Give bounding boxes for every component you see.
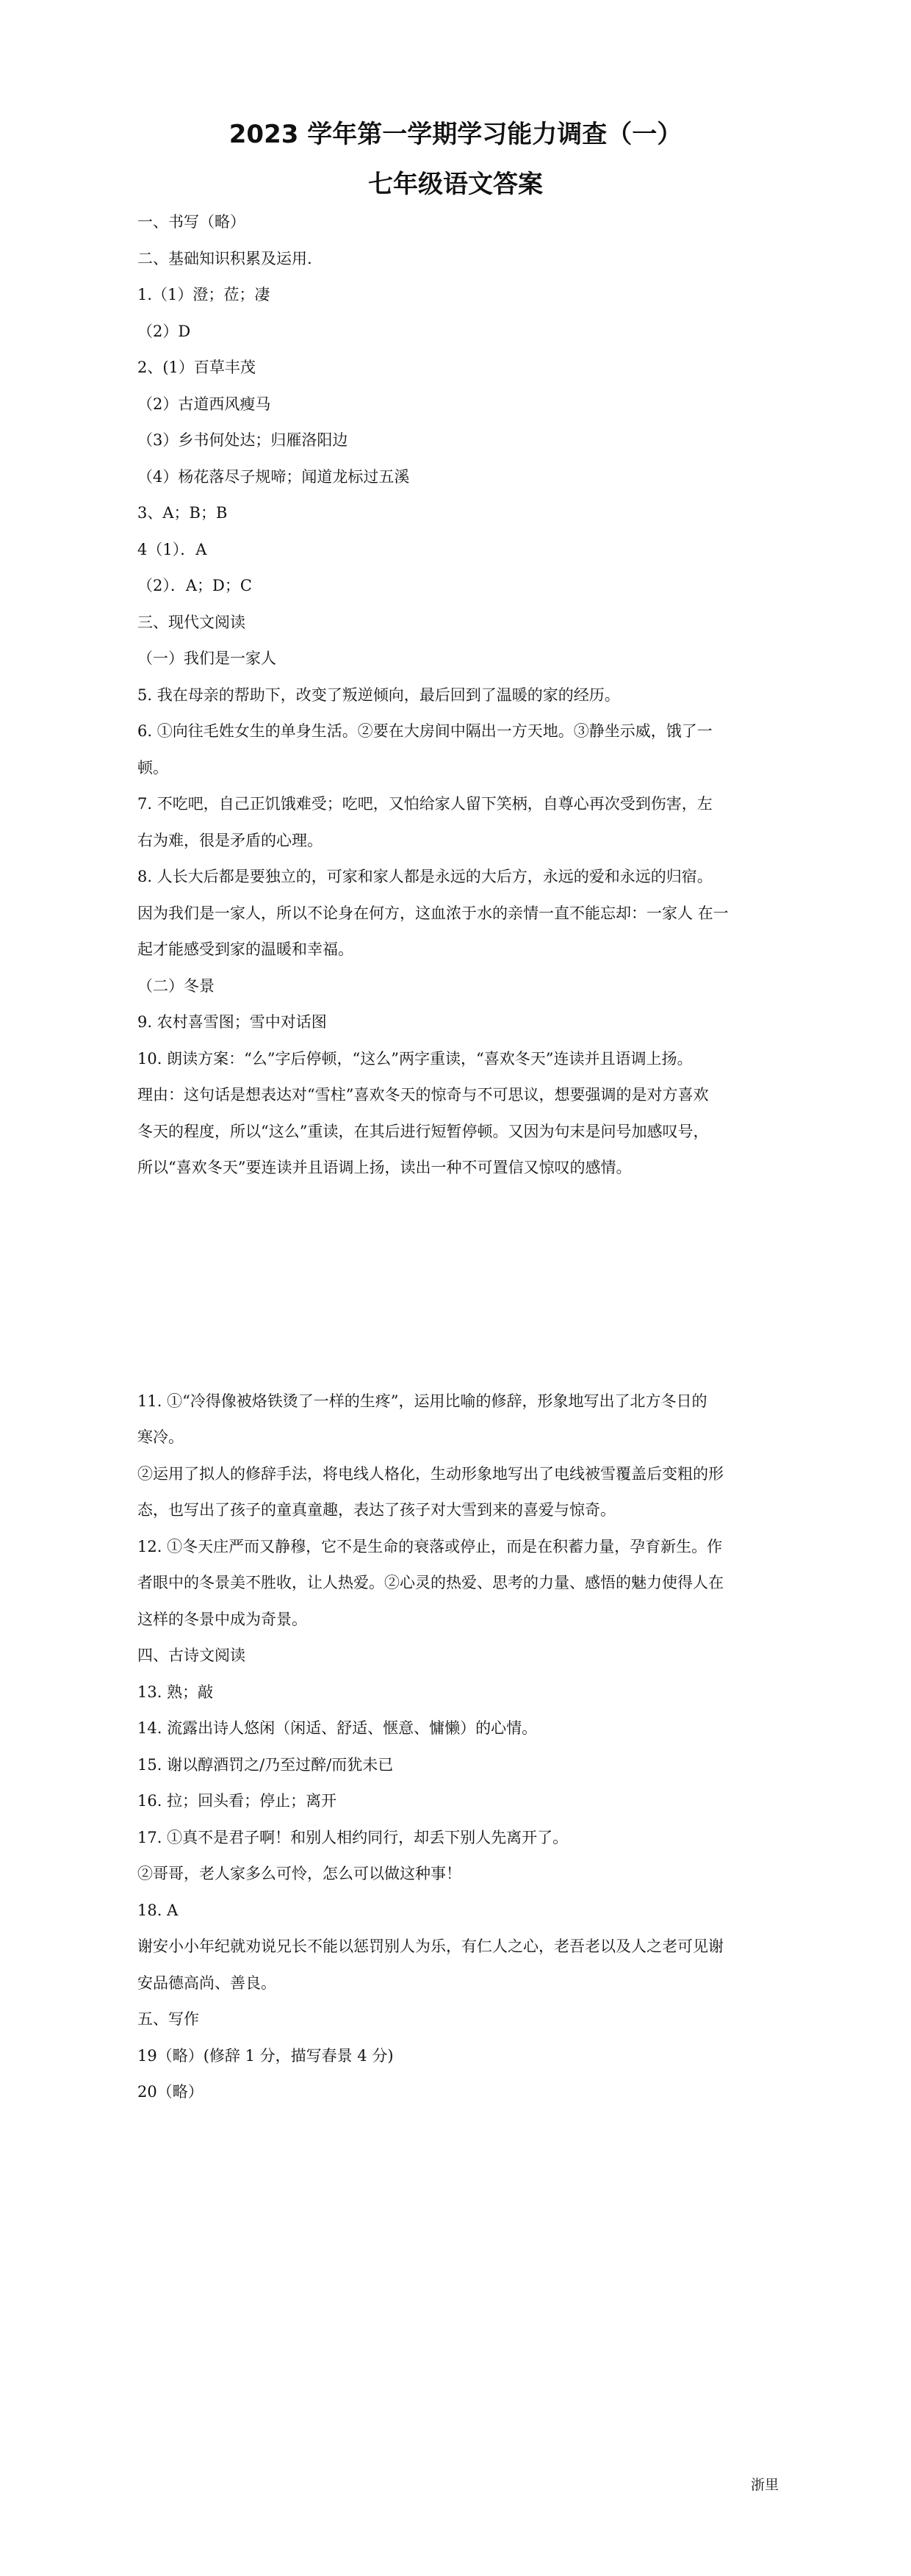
answers-part-1 [137,204,784,1187]
answer-line: （2）古道西风瘦马 [137,395,271,413]
answer-line: 谢安小小年纪就劝说兄长不能以惩罚别人为乐，有仁人之心，老吾老以及人之老可见谢 [137,1938,724,1955]
answer-line: 13. 熟；敲 [137,1683,214,1701]
answer-line: 右为难，很是矛盾的心理。 [137,831,323,849]
answer-line: 15. 谢以醇酒罚之/乃至过醉/而犹未已 [137,1755,394,1774]
answer-line: 冬天的程度，所以“这么”重读，在其后进行短暂停顿。又因为句末是问号加感叹号， [137,1122,709,1140]
answer-line: 因为我们是一家人，所以不论身在何方，这血浓于水的亲情一直不能忘却：一家人 在一 [137,904,729,922]
answer-line: 态，也写出了孩子的童真童趣，表达了孩子对大雪到来的喜爱与惊奇。 [137,1501,616,1519]
answer-line: 3、A；B；B [137,504,228,522]
answer-line: 5. 我在母亲的帮助下，改变了叛逆倾向，最后回到了温暖的家的经历。 [137,686,620,704]
answer-line: 2、(1）百草丰茂 [137,359,256,376]
page-subtitle: 七年级语文答案 [368,170,543,199]
answer-line: 12. ①冬天庄严而又静穆，它不是生命的衰落或停止，而是在积蓄力量，孕育新生。作 [137,1537,723,1555]
answer-line: 4（1）．A [137,540,207,558]
answer-line: 这样的冬景中成为奇景。 [137,1610,307,1628]
answer-line: 五、写作 [137,2010,199,2028]
answer-line: 者眼中的冬景美不胜收，让人热爱。②心灵的热爱、思考的力量、感悟的魅力使得人在 [137,1574,724,1591]
answer-line: 起才能感受到家的温暖和幸福。 [137,940,353,958]
answer-line: 11. ①“冷得像被烙铁烫了一样的生疼”，运用比喻的修辞，形象地写出了北方冬日的 [137,1392,707,1410]
answer-line: 6. ①向往毛姓女生的单身生活。②要在大房间中隔出一方天地。③静坐示威，饿了一 [137,722,713,740]
answer-line: ②哥哥，老人家多么可怜，怎么可以做这种事！ [137,1865,461,1882]
answer-line: 1.（1）澄；莅；凄 [137,286,270,303]
page-title: 2023 学年第一学期学习能力调查（一） [228,120,683,149]
answer-line: （4）杨花落尽子规啼；闻道龙标过五溪 [137,467,410,486]
answer-line: （3）乡书何处达；归雁洛阳边 [137,431,348,449]
answer-line: 14. 流露出诗人悠闲（闲适、舒适、惬意、慵懒）的心情。 [137,1719,538,1737]
answer-line: （2）．A；D；C [137,577,252,594]
answer-line: 17. ①真不是君子啊！和别人相约同行，却丢下别人先离开了。 [137,1828,569,1846]
answer-line: 7. 不吃吧，自己正饥饿难受；吃吧，又怕给家人留下笑柄，自尊心再次受到伤害，左 [137,795,713,813]
answer-content [137,204,784,2111]
answer-line: 四、古诗文阅读 [137,1647,245,1664]
answer-line: ②运用了拟人的修辞手法，将电线人格化，生动形象地写出了电线被雪覆盖后变粗的形 [137,1464,724,1483]
answer-line: 三、现代文阅读 [137,613,245,631]
answer-line: 二、基础知识积累及运用. [137,249,312,267]
answer-line: 顿。 [137,758,168,777]
answer-line: 寒冷。 [137,1428,184,1446]
answer-line: 8. 人长大后都是要独立的，可家和家人都是永远的大后方，永远的爱和永远的归宿。 [137,868,713,885]
answer-line: 20（略） [137,2083,204,2101]
answers-part-2 [137,1384,784,2111]
answer-line: （二）冬景 [137,976,215,995]
footer-mark: 浙里 [751,2477,779,2493]
answer-line: 一、书写（略） [137,213,245,231]
answer-line: （一）我们是一家人 [137,650,276,667]
blank-gap [137,1187,784,1384]
answer-line: 9. 农村喜雪图；雪中对话图 [137,1013,327,1031]
answer-line: 16. 拉；回头看；停止；离开 [137,1792,337,1810]
answer-line: 所以“喜欢冬天”要连读并且语调上扬，读出一种不可置信又惊叹的感情。 [137,1159,632,1176]
answer-line: （2）D [137,322,191,340]
answer-line: 18. A [137,1901,179,1919]
answer-line: 安品德高尚、善良。 [137,1974,276,1992]
answer-line: 理由：这句话是想表达对“雪柱”喜欢冬天的惊奇与不可思议，想要强调的是对方喜欢 [137,1086,709,1104]
answer-line: 19（略）(修辞 1 分，描写春景 4 分) [137,2046,394,2065]
answer-line: 10. 朗读方案：“么”字后停顿，“这么”两字重读，“喜欢冬天”连读并且语调上扬。 [137,1049,693,1068]
